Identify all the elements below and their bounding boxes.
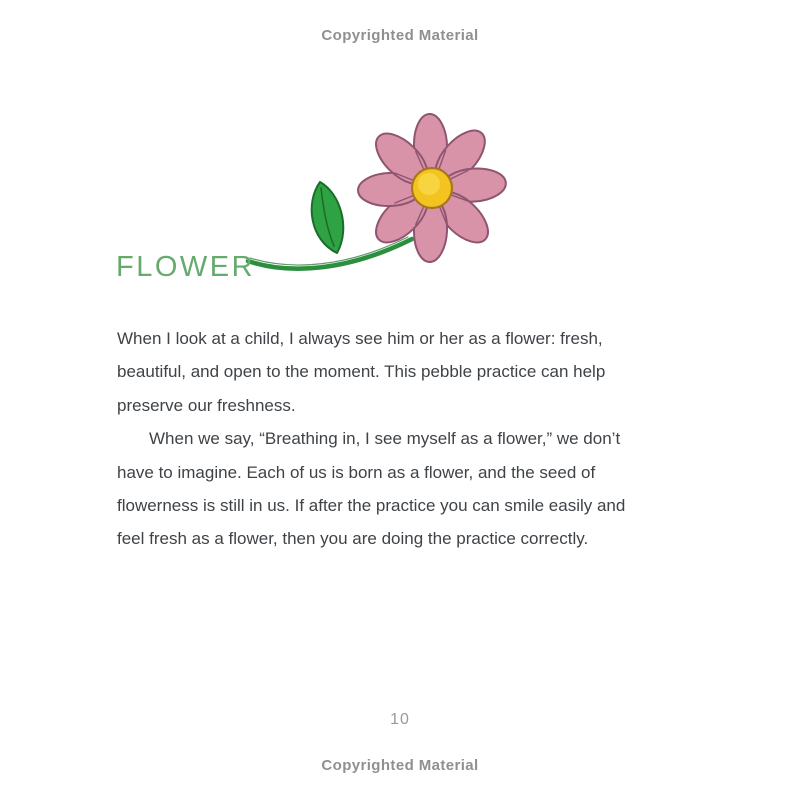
copyright-notice-top: Copyrighted Material	[321, 27, 479, 44]
body-line: have to imagine. Each of us is born as a flower, and the seed of	[117, 462, 596, 482]
body-line: When I look at a child, I always see him or her as a flower: fresh,	[117, 329, 603, 348]
body-text	[117, 322, 717, 556]
chapter-heading: FLOWER	[116, 251, 256, 283]
leaf	[312, 182, 344, 253]
body-line: preserve our freshness.	[117, 395, 296, 415]
body-line: feel fresh as a flower, then you are doing the practice correctly.	[117, 529, 589, 549]
page-number: 10	[390, 711, 410, 728]
body-line: flowerness is still in us. If after the practice you can smile easily and	[117, 496, 626, 516]
copyright-notice-bottom: Copyrighted Material	[321, 757, 479, 774]
body-line: When we say, “Breathing in, I see myself as a flower,” we don’t	[149, 429, 621, 449]
flower-center-highlight	[418, 173, 440, 195]
flower-petals	[357, 113, 507, 262]
flower-illustration	[240, 95, 520, 275]
body-line: beautiful, and open to the moment. This pebble practice can help	[117, 362, 606, 382]
